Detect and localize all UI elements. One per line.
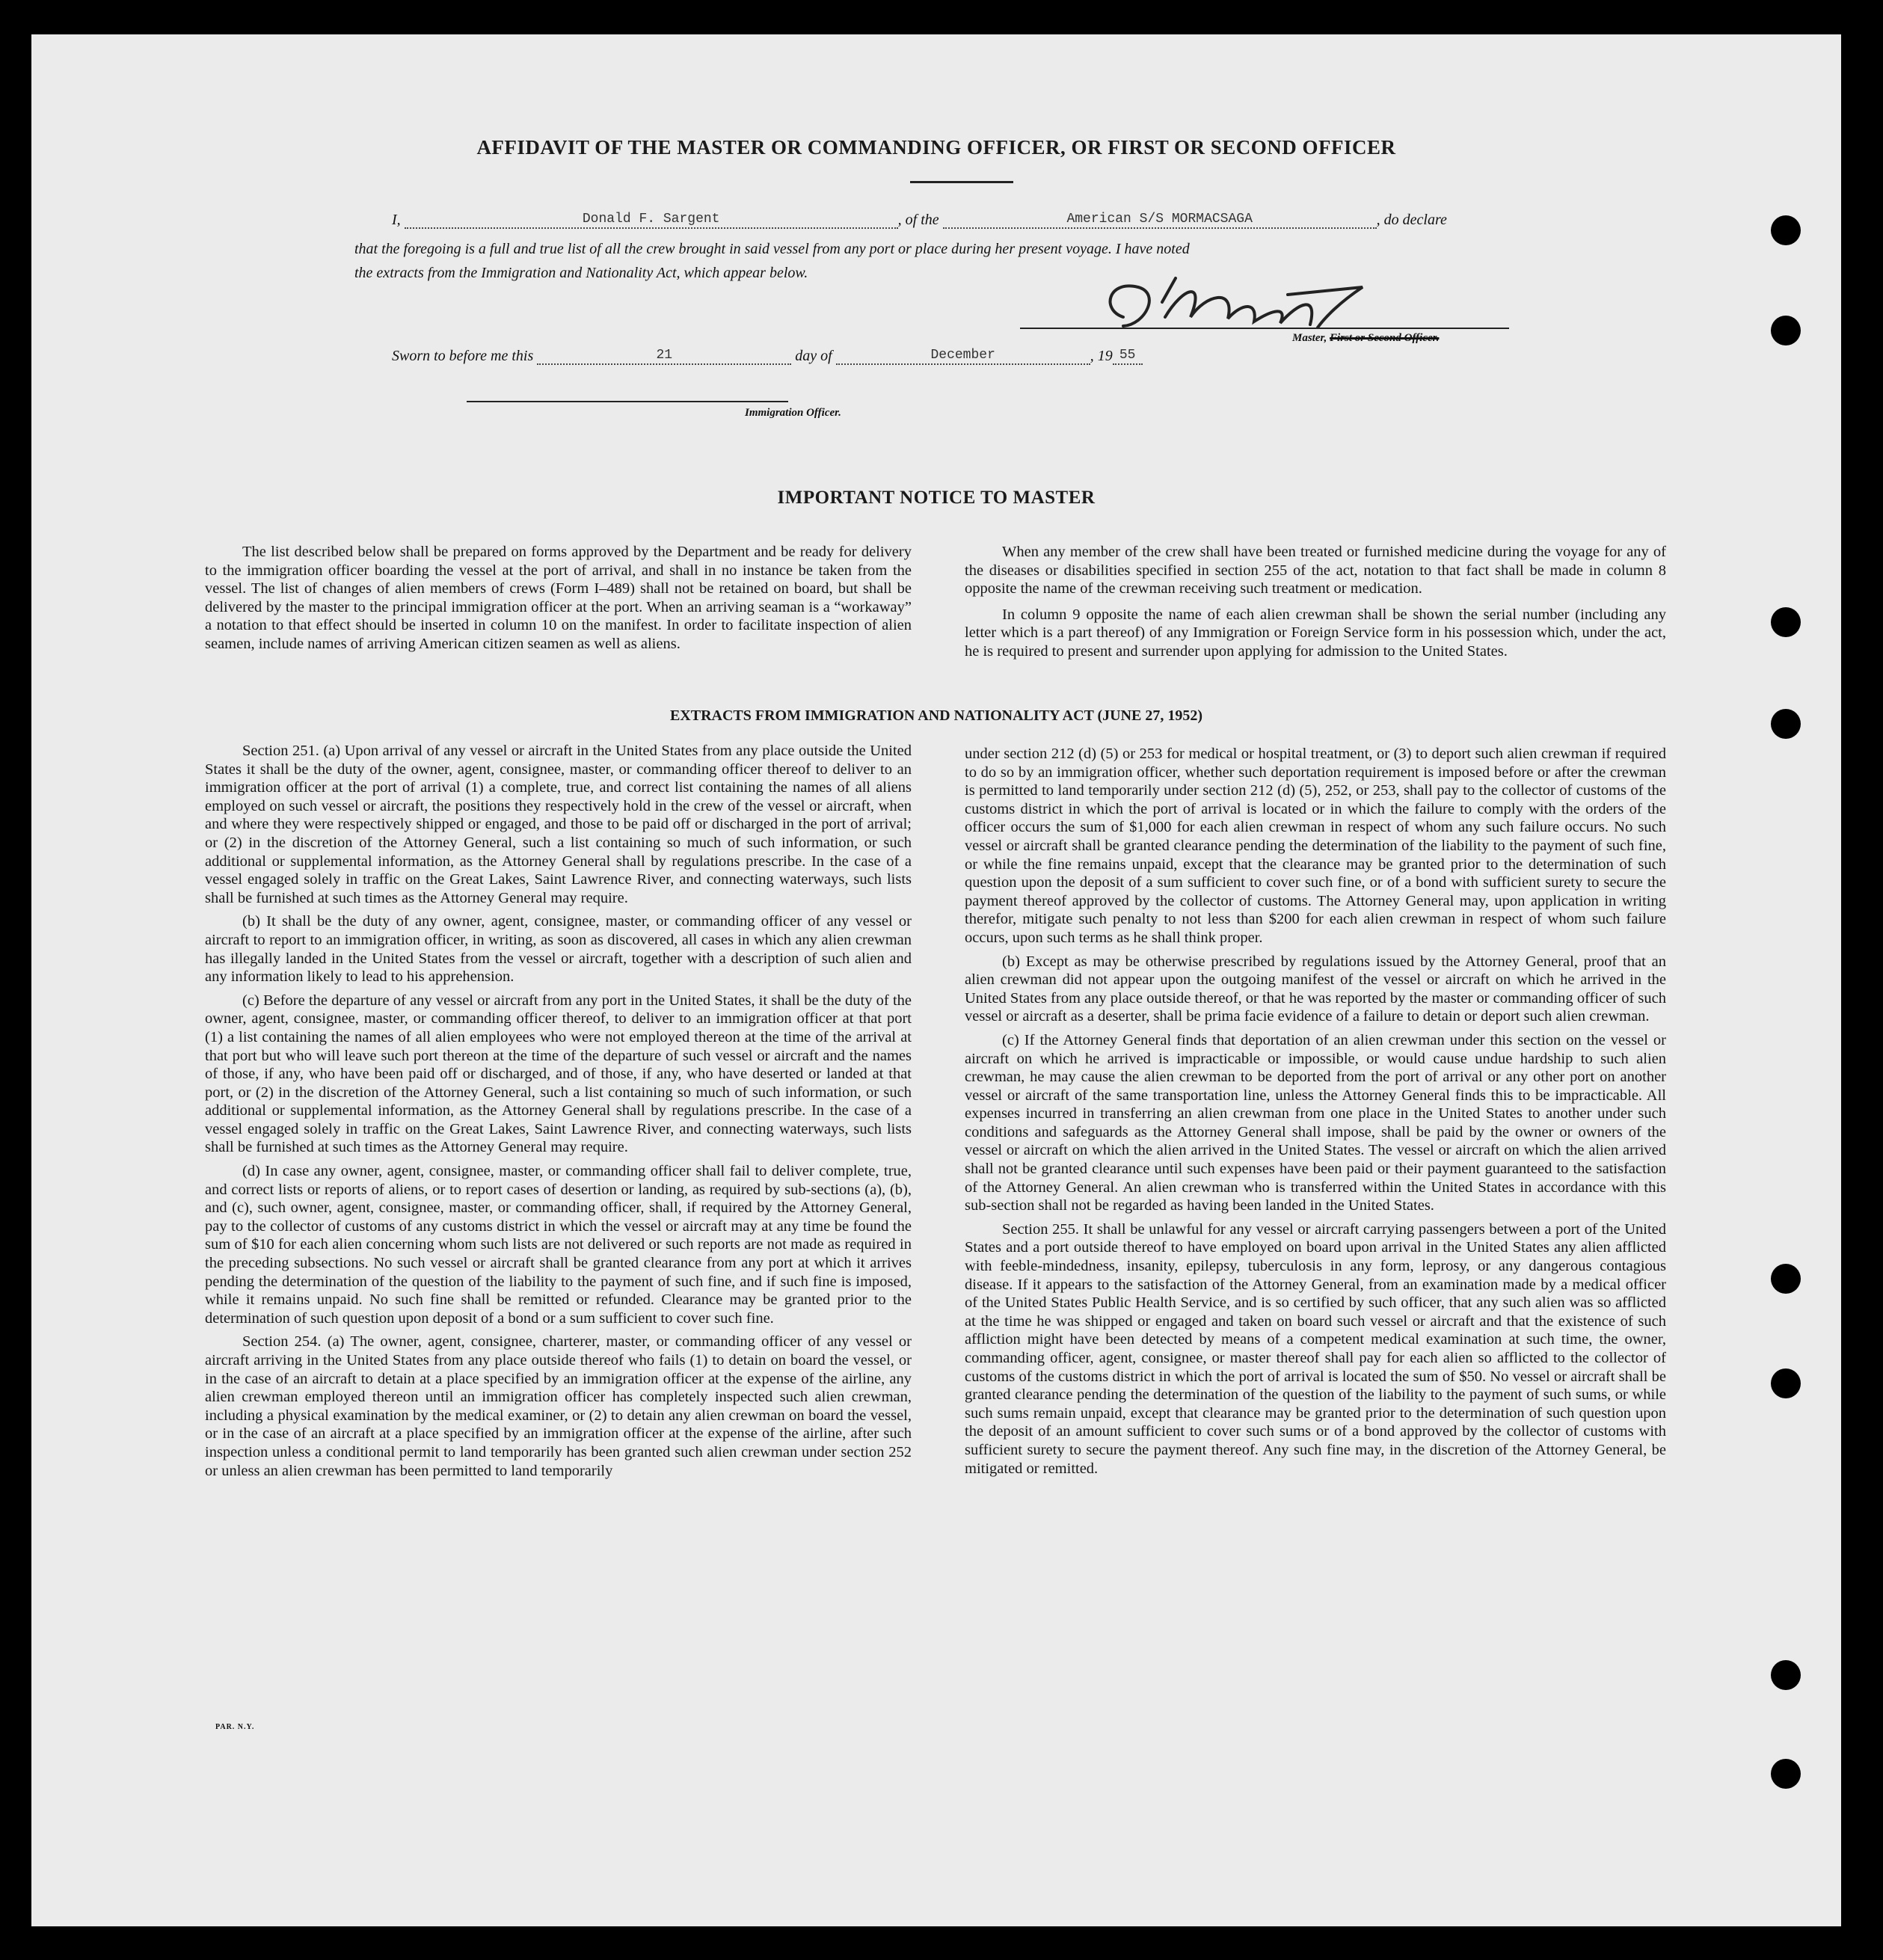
title-underline: [910, 181, 1013, 183]
day-field[interactable]: 21: [537, 347, 791, 365]
printer-mark: PAR. N.Y.: [215, 1723, 255, 1731]
extract-paragraph: Section 254. (a) The owner, agent, consignee, charterer, master, or commanding officer of any vessel or aircraft arriving in the United States from any place outside thereof who fails (1) to detain on board the vessel, or in the case of an aircraft to detain at a place specified by an immigration officer at the expense of the airline, any alien crewman employed thereon until an immigration officer has completely inspected such alien crewman, including a physical examination by the medical examiner, or (2) to detain any alien crewman on board the vessel, or in the case of an aircraft at a place specified by an immigration officer at the expense of the airline, after such inspection unless a conditional permit to land temporarily has been granted such alien crewman under section 252 or unless an alien crewman has been permitted to land temporarily: [205, 1333, 912, 1479]
immigration-officer-label: Immigration Officer.: [745, 407, 841, 419]
notice-title: IMPORTANT NOTICE TO MASTER: [777, 488, 1096, 508]
binder-hole: [1771, 1264, 1801, 1294]
extract-paragraph: (b) Except as may be otherwise prescribed by regulations issued by the Attorney General, proof that an alien crewman did not appear upon the outgoing manifest of the vessel or aircraft on which he arrived in the United States from any place outside thereof, or that he was reported by the master or commanding officer of such vessel or aircraft as a deserter, shall be prima facie evidence of a failure to detain or deport such alien crewman.: [965, 953, 1666, 1025]
master-title-label: Master, First or Second Officer.: [1292, 332, 1440, 344]
extract-paragraph: (d) In case any owner, agent, consignee, master, or commanding officer shall fail to deliver complete, true, and correct lists or reports of aliens, or to report cases of desertion or landing, as required by sub-sections (a), (b), and (c), such owner, agent, consignee, master, or commanding officer, shall, if required by the Attorney General, pay to the collector of customs of any customs district in which the vessel or aircraft may at any time be found the sum of $10 for each alien concerning whom such lists are not delivered or such reports are not made as required in the preceding subsections. No such vessel or aircraft shall be granted clearance from any port at which it arrives pending the determination of the question of the liability to the payment of such fine, and if such fine is imposed, while it remains unpaid. No such fine shall be remitted or refunded. Clearance may be granted prior to the determination of such question upon deposit of a bond or a sum sufficient to cover such fine.: [205, 1163, 912, 1327]
binder-hole: [1771, 1759, 1801, 1789]
declaration-line-2: that the foregoing is a full and true list of all the crew brought in said vessel from any port or place during her present voyage. I have noted: [354, 241, 1190, 257]
notice-left-paragraph: The list described below shall be prepared on forms approved by the Department and be ready for delivery to the immigration officer boarding the vessel at the port of arrival, and shall in no instance be taken from the vessel. The list of changes of alien members of crews (Form I–489) shall not be retained on board, but shall be delivered by the master to the principal immigration officer at the port. When an arriving seaman is a “workaway” a notation to that effect should be inserted in column 10 on the manifest. In order to facilitate inspection of alien seamen, include names of arriving American citizen seamen as well as aliens.: [205, 544, 912, 652]
binder-hole: [1771, 316, 1801, 345]
extract-paragraph: Section 251. (a) Upon arrival of any vessel or aircraft in the United States from any place outside the United States it shall be the duty of the owner, agent, consignee, master, or commanding officer thereof to deliver to an immigration officer at the port of arrival (1) a complete, true, and correct list containing the names of all aliens employed on such vessel or aircraft, the positions they respectively hold in the crew of the vessel or aircraft, when and where they were respectively shipped or engaged, and those to be paid off or discharged in the port of arrival; or (2) in the discretion of the Attorney General, such a list containing so much of such information, or such additional or supplemental information, as the Attorney General shall by regulations prescribe. In the case of a vessel engaged solely in traffic on the Great Lakes, Saint Lawrence River, and connecting waterways, such lists shall be furnished at such times as the Attorney General may require.: [205, 743, 912, 906]
document-page: [31, 34, 1841, 1926]
i-label: I,: [392, 212, 401, 228]
declaration-line: [392, 211, 1447, 229]
day-of-label: day of: [795, 348, 832, 364]
notice-right-paragraph: When any member of the crew shall have been treated or furnished medicine during the voyage for any of the diseases or disabilities specified in section 255 of the act, notation to that fact shall be made in column 8 opposite the name of the crewman receiving such treatment or medication.: [965, 544, 1666, 597]
month-field[interactable]: December: [836, 347, 1090, 365]
extracts-title: EXTRACTS FROM IMMIGRATION AND NATIONALITY ACT (JUNE 27, 1952): [669, 707, 1203, 724]
notice-right-paragraph: In column 9 opposite the name of each alien crewman shall be shown the serial number (including any letter which is a part thereof) of any Immigration or Foreign Service form in his possession which, under the act, he is required to present and surrender upon applying for admission to the United States.: [965, 606, 1666, 660]
of-the-label: , of the: [897, 212, 939, 228]
binder-hole: [1771, 607, 1801, 637]
extract-paragraph: (b) It shall be the duty of any owner, agent, consignee, master, or commanding officer of any vessel or aircraft to report to an immigration officer, in writing, as soon as discovered, all cases in which any alien crewman has illegally landed in the United States from the vessel or aircraft, together with a description of such alien and any information likely to lead to his apprehension.: [205, 913, 912, 986]
binder-hole: [1771, 215, 1801, 245]
notice-left-column: [205, 543, 912, 659]
binder-hole: [1771, 1368, 1801, 1398]
extracts-left-column: [205, 742, 912, 1485]
master-signature: [1093, 272, 1437, 340]
extract-paragraph: (c) Before the departure of any vessel or aircraft from any port in the United States, it shall be the duty of the owner, agent, consignee, master, or commanding officer thereof, to deliver to an immigration officer at that port (1) a list containing the names of all alien employees who were not employed thereon at the time of the arrival at that port but who will leave such port thereon at the time of the departure of such vessel or aircraft and the names of those, if any, who have been paid off or discharged, and of those, if any, who have deserted or landed at that port, or (2) in the discretion of the Attorney General, such a list containing so much of such information, or such additional or supplemental information, as the Attorney General shall by regulations prescribe. In the case of a vessel engaged solely in traffic on the Great Lakes, Saint Lawrence River, and connecting waterways, such lists shall be furnished at such times as the Attorney General may require.: [205, 992, 912, 1156]
declare-label: , do declare: [1376, 212, 1447, 228]
extracts-right-column: [965, 745, 1666, 1483]
year-prefix: , 19: [1090, 348, 1113, 364]
signature-line: [1020, 328, 1509, 329]
extract-paragraph: under section 212 (d) (5) or 253 for medical or hospital treatment, or (3) to deport such alien crewman if required to do so by an immigration officer, whether such deportation requirement is imposed before or after the crewman is permitted to land temporarily under section 212 (d) (5), 252, or 253, shall pay to the collector of customs of the customs district in which the port of arrival is located or in which the failure to comply with the orders of the officer occurs the sum of $1,000 for each alien crewman in respect of whom any such failure occurs. No such vessel or aircraft shall be granted clearance pending the determination of the liability to the payment of such fine, or while the fine remains unpaid, except that the clearance may be granted prior to the determination of such question upon the deposit of a sum sufficient to cover such fine, or of a bond with sufficient surety to secure the payment thereof approved by the collector of customs. The Attorney General may, upon application in writing therefor, mitigate such penalty to not less than $200 for each alien crewman in respect of whom such failure occurs, upon such terms as he shall think proper.: [965, 746, 1666, 946]
affidavit-title: AFFIDAVIT OF THE MASTER OR COMMANDING OFFICER, OR FIRST OR SECOND OFFICER: [476, 136, 1396, 159]
notice-right-column: [965, 543, 1666, 666]
year-field[interactable]: 55: [1113, 347, 1143, 365]
master-name-field[interactable]: Donald F. Sargent: [405, 211, 898, 229]
sworn-line: [392, 347, 1143, 365]
extract-paragraph: (c) If the Attorney General finds that deportation of an alien crewman under this section on the vessel or aircraft on which he arrived is impracticable or impossible, or would cause undue hardship to such alien crewman, he may cause the alien crewman to be deported from the port of arrival or any other port on another vessel or aircraft of the same transportation line, unless the Attorney General finds this to be impracticable. All expenses incurred in transferring an alien crewman from one place in the United States to another under such conditions and safeguards as the Attorney General shall impose, shall be paid by the owner or owners of the vessel or aircraft on which the alien arrived in the United States. The vessel or aircraft on which the alien arrived shall not be granted clearance until such expenses have been paid or their payment guaranteed to the satisfaction of the Attorney General. An alien crewman who is transferred within the United States in accordance with this sub-section shall not be regarded as having been landed in the United States.: [965, 1031, 1666, 1214]
sworn-label: Sworn to before me this: [392, 348, 534, 364]
binder-hole: [1771, 1660, 1801, 1690]
struck-officer-label: First or Second Officer.: [1330, 332, 1440, 344]
extract-paragraph: Section 255. It shall be unlawful for any vessel or aircraft carrying passengers between a port of the United States and a port outside thereof to have employed on board upon arrival in the United States any alien afflicted with feeble-mindedness, insanity, epilepsy, tuberculosis in any form, leprosy, or any dangerous contagious disease. If it appears to the satisfaction of the Attorney General, from an examination made by a medical officer of the United States Public Health Service, and is so certified by such officer, that any such alien was so afflicted at the time he was shipped or engaged and taken on board such vessel or aircraft and that the existence of such affliction might have been detected by means of a competent medical examination at such time, the owner, commanding officer, agent, consignee, or master thereof shall pay for each alien so afflicted to the collector of customs of the customs district in which the port of arrival is located the sum of $50. No vessel or aircraft shall be granted clearance pending the determination of the question of the liability to the payment of such sums, or while such sums remain unpaid, except that clearance may be granted prior to the determination of such question upon the deposit of an amount sufficient to cover such sums or of a bond approved by the collector of customs with sufficient surety to secure the payment thereof. Any such fine may, in the discretion of the Attorney General, be mitigated or remitted.: [965, 1220, 1666, 1477]
vessel-name-field[interactable]: American S/S MORMACSAGA: [943, 211, 1377, 229]
officer-signature-line: [467, 401, 788, 402]
declaration-line-3: the extracts from the Immigration and Nationality Act, which appear below.: [354, 265, 808, 281]
